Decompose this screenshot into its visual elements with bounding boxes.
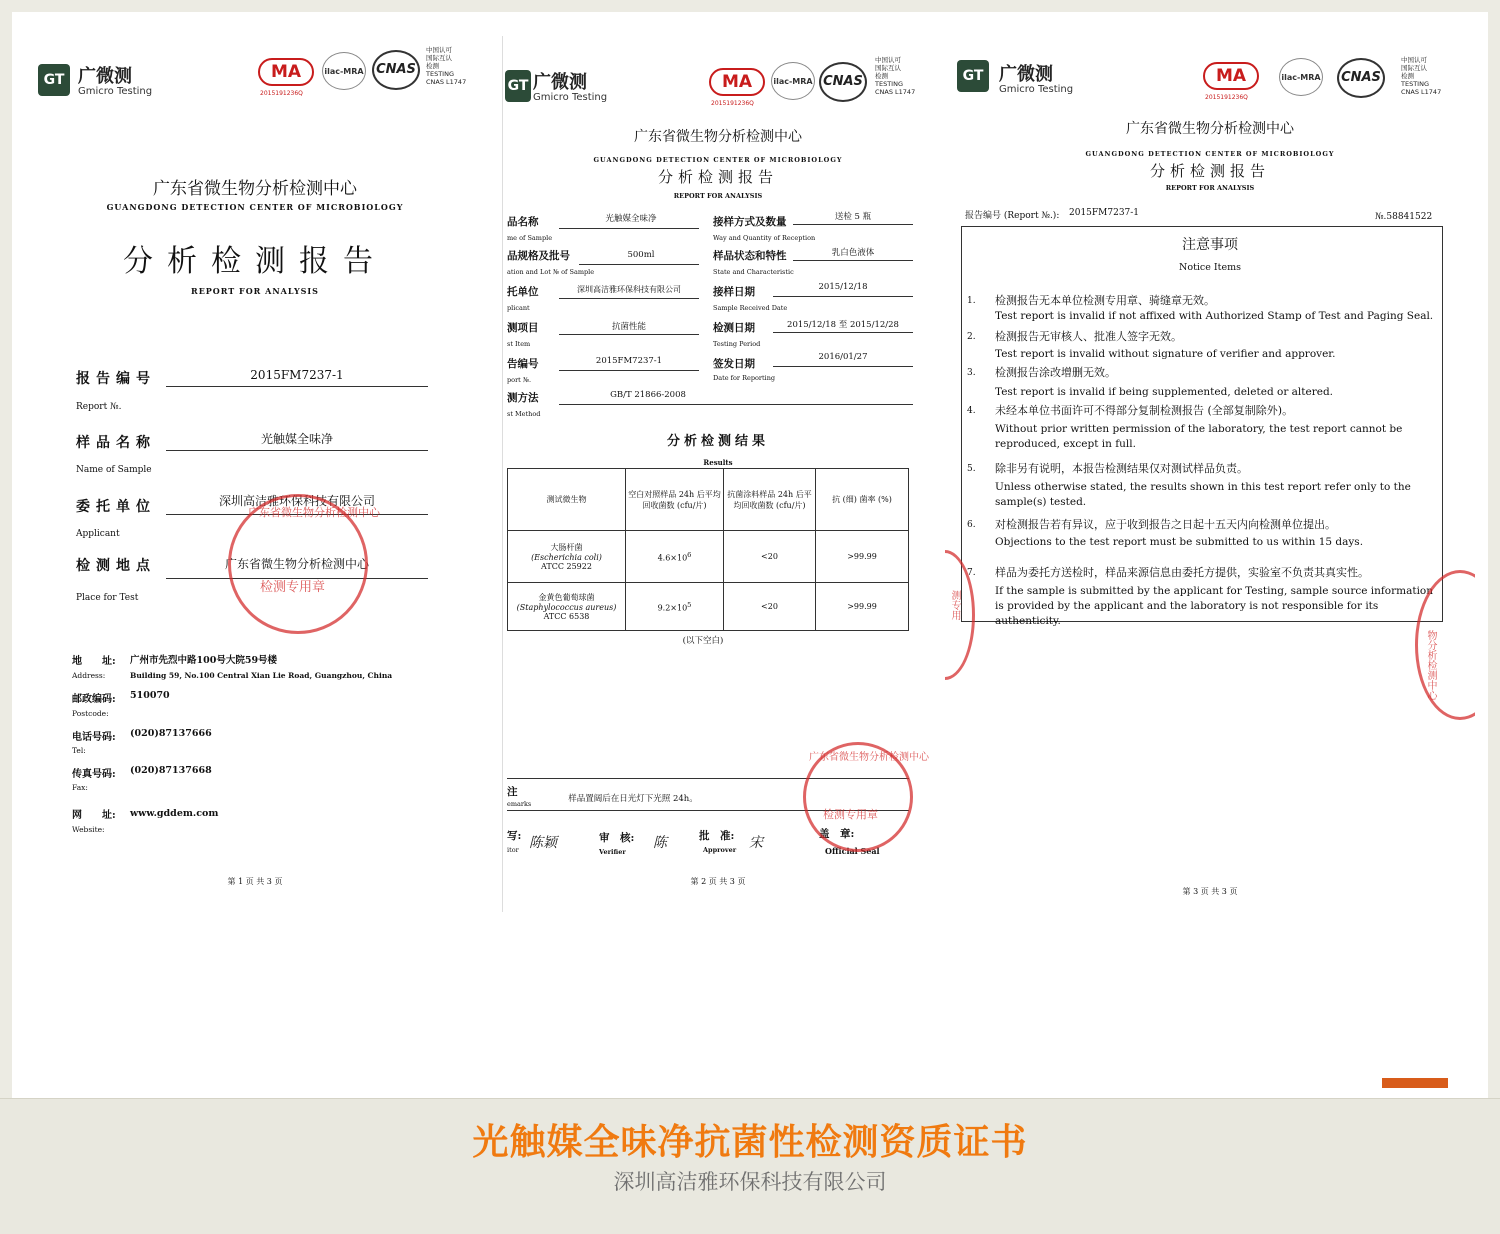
field-label: 报告编号 <box>76 371 156 387</box>
notice-item-cn: 检测报告无本单位检测专用章、骑缝章无效。 <box>995 294 1215 307</box>
table-header: 抗 (细) 菌率 (%) <box>816 469 909 531</box>
report-page-2 <box>503 36 933 912</box>
table-header: 空白对照样品 24h 后平均回收菌数 (cfu/片) <box>626 469 724 531</box>
field-label: 品名称 <box>507 216 539 228</box>
contact-label: 邮政编码: <box>72 694 116 705</box>
signer-label-en: Verifier <box>599 848 626 856</box>
report-page-1 <box>20 28 490 908</box>
caption-subtitle: 深圳高洁雅环保科技有限公司 <box>613 1170 887 1194</box>
signer-label-en: itor <box>507 846 519 854</box>
report-title-cn: 分析检测报告 <box>123 244 387 279</box>
logo-cn: 广微测 <box>78 66 132 87</box>
accreditation-text: 中国认可 国际互认 检测 TESTING CNAS L1747 <box>426 46 467 86</box>
contact-value: www.gddem.com <box>130 808 219 819</box>
notice-title: 注意事项 <box>1182 237 1238 253</box>
field-label-en: Place for Test <box>76 593 139 603</box>
field-label-en: plicant <box>507 304 530 312</box>
contact-label-en: Tel: <box>72 746 86 755</box>
table-cell: >99.99 <box>816 583 909 631</box>
cma-number: 2015191236Q <box>1205 94 1248 101</box>
logo-en: Gmicro Testing <box>78 86 153 97</box>
contact-label-en: Fax: <box>72 783 88 792</box>
field-underline <box>559 298 699 299</box>
field-value: 深圳高洁雅环保科技有限公司 <box>218 494 375 508</box>
contact-value: 510070 <box>130 690 170 701</box>
ilac-mra-icon: ilac-MRA <box>1279 58 1323 96</box>
table-cell: 金黄色葡萄球菌 (Staphylococcus aureus) ATCC 6538 <box>508 583 626 631</box>
notice-item-en: If the sample is submitted by the applicant for Testing, sample source information is provided by the applicant and the laboratory is not responsible for its authenticity. <box>995 585 1434 627</box>
accreditation-text: 中国认可 国际互认 检测 TESTING CNAS L1747 <box>1401 56 1442 96</box>
field-value: 送检 5 瓶 <box>834 212 872 222</box>
field-value: 2015FM7237-1 <box>250 368 344 382</box>
notice-item-en: Without prior written permission of the laboratory, the test report cannot be reproduced, except in full. <box>995 423 1403 450</box>
table-cell: 大肠杆菌 (Escherichia coli) ATCC 25922 <box>508 531 626 583</box>
report-page-3 <box>945 30 1475 910</box>
contact-label-en: Postcode: <box>72 709 109 718</box>
cnas-icon: CNAS <box>372 50 420 90</box>
notice-item-en: Unless otherwise stated, the results shown in this test report refer only to the sample(s) tested. <box>995 481 1411 508</box>
report-title-en: REPORT FOR ANALYSIS <box>191 286 319 296</box>
notice-item-cn: 未经本单位书面许可不得部分复制检测报告 (全部复制除外)。 <box>995 404 1294 417</box>
stamp-center-text: 测专用 <box>949 590 960 620</box>
notice-item-number: 6. <box>967 520 976 530</box>
contact-value-en: Building 59, No.100 Central Xian Lie Road, Guangzhou, China <box>130 671 393 680</box>
report-no-value: 2015FM7237-1 <box>1069 208 1140 218</box>
table-cell: <20 <box>724 583 816 631</box>
field-value: 光触媒全味净 <box>605 214 657 224</box>
org-name-en: GUANGDONG DETECTION CENTER OF MICROBIOLOGY <box>1085 150 1335 158</box>
table-row <box>508 531 909 583</box>
remarks-label: 注 <box>507 786 518 798</box>
report-title-cn: 分析检测报告 <box>1149 162 1270 180</box>
field-label-en: ation and Lot № of Sample <box>507 268 595 276</box>
gmicro-logo-icon: GT <box>505 70 531 102</box>
page-footer: 第 3 页 共 3 页 <box>1182 887 1238 896</box>
stamp-text: 广东省微生物分析检测中心 <box>248 506 380 519</box>
contact-label: 地 址: <box>72 656 116 667</box>
signature: 陈颖 <box>529 835 557 851</box>
field-label: 托单位 <box>507 286 539 298</box>
contact-label: 网 址: <box>72 810 116 821</box>
caption-title: 光触媒全味净抗菌性检测资质证书 <box>472 1122 1028 1163</box>
field-label: 签发日期 <box>713 358 755 370</box>
notice-item-en: Test report is invalid if not affixed with Authorized Stamp of Test and Paging Seal. <box>995 310 1434 322</box>
field-value: 2015/12/18 至 2015/12/28 <box>787 320 899 330</box>
logo-cn: 广微测 <box>999 64 1053 85</box>
ilac-mra-icon: ilac-MRA <box>771 62 815 100</box>
field-value: 500ml <box>627 250 655 260</box>
contact-value: (020)87137666 <box>130 728 212 739</box>
results-table <box>507 468 909 631</box>
notice-item-number: 5. <box>967 464 976 474</box>
field-label-en: Testing Period <box>713 340 761 348</box>
contact-label: 传真号码: <box>72 769 116 780</box>
stamp-text: 广东省微生物分析检测中心 <box>809 752 929 763</box>
field-value: 广东省微生物分析检测中心 <box>224 557 369 571</box>
field-underline <box>773 332 913 333</box>
field-underline <box>559 228 699 229</box>
field-value: 2015/12/18 <box>818 282 868 292</box>
contact-value: 广州市先烈中路100号大院59号楼 <box>130 655 278 666</box>
signature: 陈 <box>653 835 667 851</box>
right-band <box>1488 0 1500 1098</box>
table-header-row <box>508 469 909 531</box>
field-label-en: me of Sample <box>507 234 553 242</box>
table-cell: >99.99 <box>816 531 909 583</box>
notice-item-number: 2. <box>967 332 976 342</box>
contact-label-en: Address: <box>72 671 106 680</box>
stamp-text: 物分析检测中心 <box>1425 630 1436 700</box>
page-footer: 第 2 页 共 3 页 <box>690 877 746 886</box>
table-cell: $9.2\times 10^5$ <box>626 583 724 631</box>
field-label-en: st Method <box>507 410 541 418</box>
report-title-en: REPORT FOR ANALYSIS <box>1165 184 1255 192</box>
notice-item-number: 4. <box>967 406 976 416</box>
results-title: 分析检测结果 <box>666 434 769 449</box>
notice-item-en: Test report is invalid without signature of verifier and approver. <box>995 348 1336 360</box>
table-row <box>508 583 909 631</box>
org-name-cn: 广东省微生物分析检测中心 <box>153 179 357 199</box>
field-label: 接样方式及数量 <box>713 216 787 228</box>
field-underline <box>793 224 913 225</box>
notice-title-en: Notice Items <box>1179 262 1241 273</box>
field-underline <box>166 386 428 387</box>
top-band <box>0 0 1500 12</box>
org-name-en: GUANGDONG DETECTION CENTER OF MICROBIOLOGY <box>593 156 843 164</box>
notice-item-number: 1. <box>967 296 976 306</box>
notice-item-cn: 检测报告涂改增删无效。 <box>995 366 1116 379</box>
field-underline <box>166 450 428 451</box>
signer-label: 批 准: <box>699 830 735 842</box>
serial-number: №.58841522 <box>1375 212 1433 222</box>
seal-label-en: Official Seal <box>825 846 880 856</box>
field-label: 检测日期 <box>713 322 755 334</box>
field-label-en: Applicant <box>76 529 120 539</box>
field-label: 测项目 <box>507 322 539 334</box>
field-label: 告编号 <box>507 358 539 370</box>
notice-item-cn: 样品为委托方送检时，样品来源信息由委托方提供，实验室不负责其真实性。 <box>995 566 1369 579</box>
table-cell: $4.6\times 10^6$ <box>626 531 724 583</box>
stamp-center-text: 检测专用章 <box>823 808 878 821</box>
field-value: 抗菌性能 <box>611 322 646 332</box>
field-underline <box>579 264 699 265</box>
field-value: 深圳高洁雅环保科技有限公司 <box>577 285 681 294</box>
field-value: 乳白色液体 <box>831 248 875 258</box>
blank-note: (以下空白) <box>682 636 724 646</box>
signature: 宋 <box>749 835 763 851</box>
org-name-en: GUANGDONG DETECTION CENTER OF MICROBIOLOGY <box>106 202 404 212</box>
remarks-label-en: emarks <box>507 800 532 808</box>
field-label-en: Date for Reporting <box>713 374 776 382</box>
field-value: GB/T 21866-2008 <box>610 390 686 400</box>
field-label: 检测地点 <box>76 558 156 574</box>
cnas-icon: CNAS <box>819 62 867 102</box>
notice-item-number: 3. <box>967 368 976 378</box>
cma-number: 2015191236Q <box>260 90 303 97</box>
contact-label-en: Website: <box>72 825 105 834</box>
orange-tab <box>1382 1078 1448 1088</box>
field-label: 样品状态和特性 <box>713 250 787 262</box>
field-underline <box>559 370 699 371</box>
cma-mark-icon: MA <box>709 68 765 96</box>
field-label-en: Way and Quantity of Reception <box>713 234 816 242</box>
report-title-cn: 分析检测报告 <box>657 168 778 186</box>
field-label: 品规格及批号 <box>507 250 570 262</box>
table-header: 抗菌涂料样品 24h 后平均回收菌数 (cfu/片) <box>724 469 816 531</box>
field-underline <box>559 334 699 335</box>
field-label-en: Name of Sample <box>76 465 152 475</box>
report-title-en: REPORT FOR ANALYSIS <box>673 192 763 200</box>
notice-item-number: 7. <box>967 568 976 578</box>
field-label-en: port №. <box>507 376 532 384</box>
field-underline <box>793 260 913 261</box>
table-header: 测试微生物 <box>508 469 626 531</box>
notice-item-en: Test report is invalid if being supplemented, deleted or altered. <box>995 386 1334 398</box>
field-value: 2015FM7237-1 <box>595 356 663 366</box>
field-label-en: st Item <box>507 340 531 348</box>
org-name-cn: 广东省微生物分析检测中心 <box>1126 121 1294 137</box>
field-label: 测方法 <box>507 392 539 404</box>
field-value: 光触媒全味净 <box>260 432 333 446</box>
cnas-icon: CNAS <box>1337 58 1385 98</box>
cma-mark-icon: MA <box>1203 62 1259 90</box>
contact-value: (020)87137668 <box>130 765 212 776</box>
cma-mark-icon: MA <box>258 58 314 86</box>
gmicro-logo-icon: GT <box>38 64 70 96</box>
org-name-cn: 广东省微生物分析检测中心 <box>634 129 802 145</box>
field-label: 委托单位 <box>76 499 156 515</box>
logo-en: Gmicro Testing <box>999 84 1074 95</box>
field-underline <box>773 296 913 297</box>
report-no-label: 报告编号 (Report №.): <box>965 211 1060 221</box>
remarks-value: 样品置阔后在日光灯下光照 24h。 <box>568 794 698 804</box>
signer-label-en: Approver <box>703 846 737 854</box>
field-value: 2016/01/27 <box>818 352 868 362</box>
stamp-center-text: 检测专用章 <box>260 580 326 595</box>
notice-item-en: Objections to the test report must be submitted to us within 15 days. <box>995 536 1364 548</box>
field-label: 接样日期 <box>713 286 755 298</box>
gmicro-logo-icon: GT <box>957 60 989 92</box>
field-label-en: Sample Received Date <box>713 304 788 312</box>
page-footer: 第 1 页 共 3 页 <box>227 877 283 886</box>
field-label: 样品名称 <box>76 435 156 451</box>
signer-label: 审 核: <box>599 832 635 844</box>
table-cell: <20 <box>724 531 816 583</box>
results-title-en: Results <box>703 458 733 467</box>
seal-label: 盖 章: <box>819 828 855 840</box>
notice-item-cn: 除非另有说明，本报告检测结果仅对测试样品负责。 <box>995 462 1248 475</box>
field-underline <box>559 404 913 405</box>
field-underline <box>773 366 913 367</box>
field-label-en: Report №. <box>76 402 122 412</box>
logo-cn: 广微测 <box>533 72 587 93</box>
notice-item-cn: 对检测报告若有异议，应于收到报告之日起十五天内向检测单位提出。 <box>995 518 1336 531</box>
logo-en: Gmicro Testing <box>533 92 608 103</box>
left-band <box>0 0 12 1098</box>
accreditation-text: 中国认可 国际互认 检测 TESTING CNAS L1747 <box>875 56 916 96</box>
contact-label: 电话号码: <box>72 732 116 743</box>
signer-label: 写: <box>507 830 522 842</box>
field-label-en: State and Characteristic <box>713 268 794 276</box>
cma-number: 2015191236Q <box>711 100 754 107</box>
notice-item-cn: 检测报告无审核人、批准人签字无效。 <box>995 330 1182 343</box>
ilac-mra-icon: ilac-MRA <box>322 52 366 90</box>
